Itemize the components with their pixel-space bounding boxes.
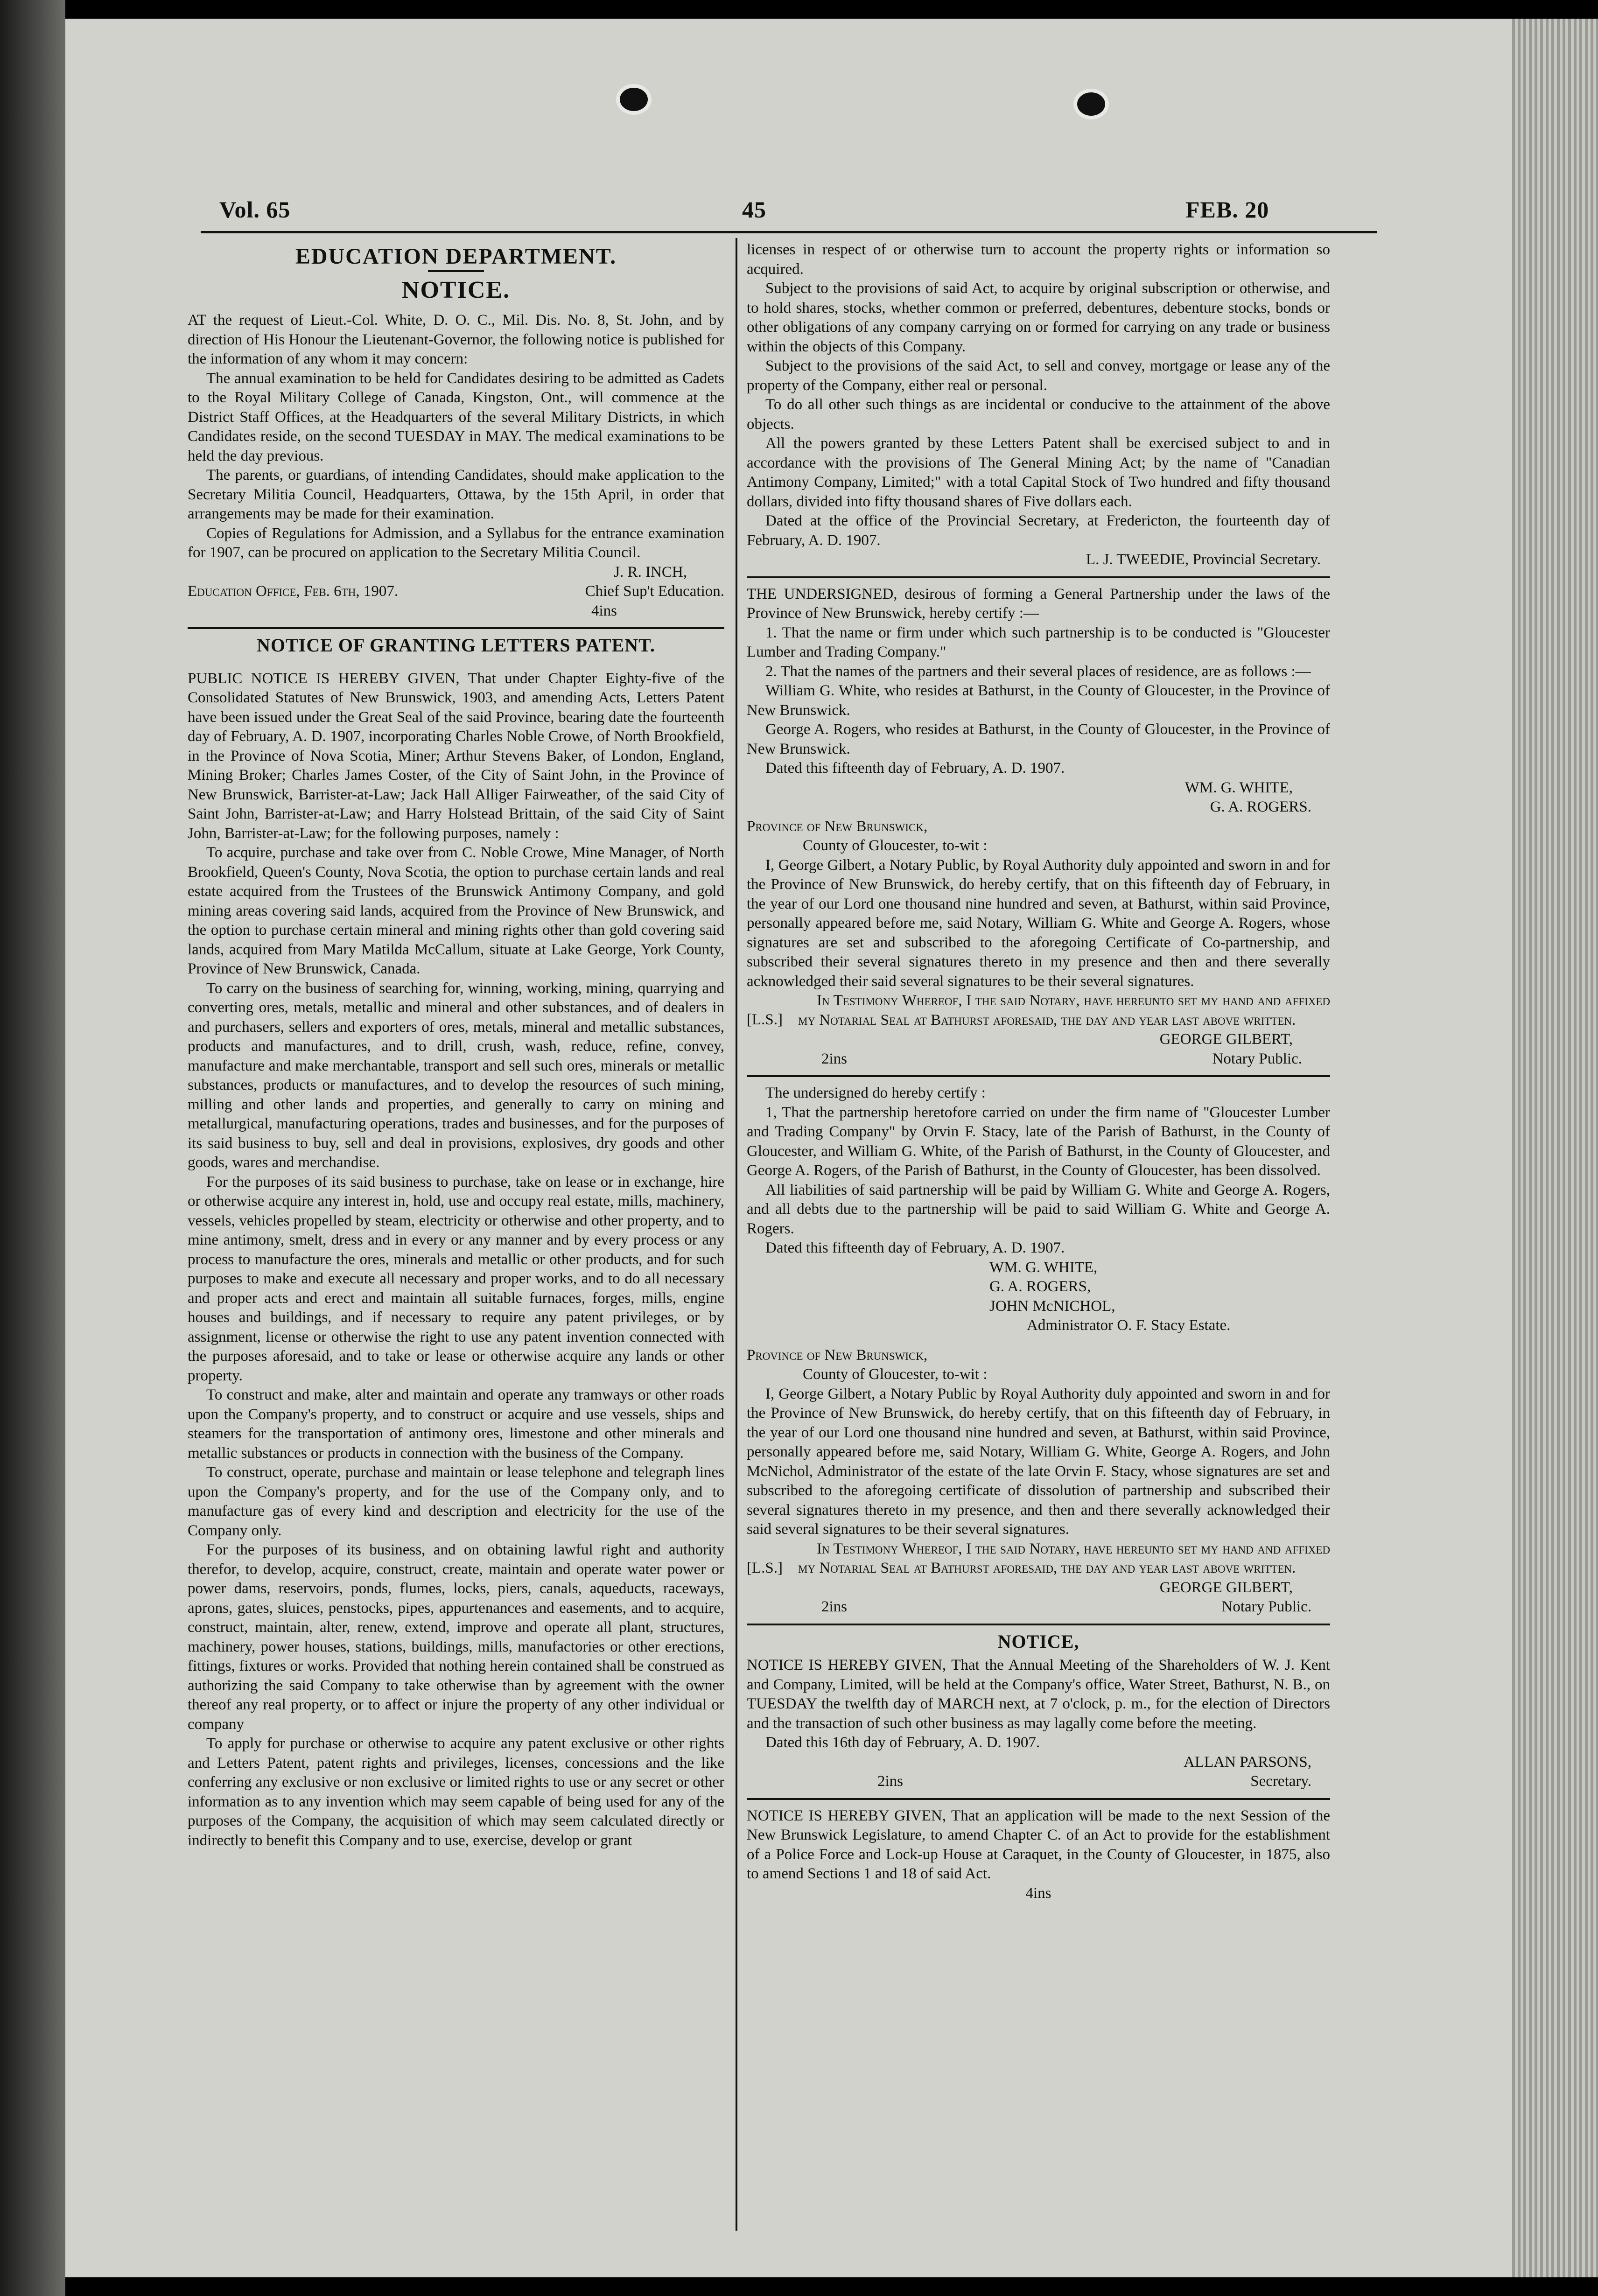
police-insertions: 4ins [1025, 1884, 1051, 1902]
partnership-signature: WM. G. WHITE, [1184, 779, 1293, 796]
education-dept-heading: EDUCATION DEPARTMENT. [295, 244, 617, 269]
section-rule [188, 627, 724, 629]
patent-cont-para: Subject to the provisions of the said Act, to sell and convey, mortgage or lease any of the property of the Company, either real or personal. [747, 357, 1330, 394]
dissolution-signature: JOHN McNICHOL, [989, 1297, 1115, 1315]
patent-para: PUBLIC NOTICE IS HEREBY GIVEN, That under Chapter Eighty-five of the Consolidated Statutes of New Brunswick, 1903, and amending Acts, Letters Patent have been issued under the Great Seal of the said Province, bearing date the fourteenth day of February, A. D. 1907, incorporating Charles Noble Crowe, of North Brookfield, in the Province of Nova Scotia, Miner; Arthur Stevens Baker, of London, England, Mining Broker; Charles James Coster, of the City of Saint John, in the Province of New Brunswick, Barrister-at-Law; Jack Hall Alliger Fairweather, of the said City of Saint John, Barrister-at-Law; and Harry Holstead Brittain, of the said City of Saint John, Barrister-at-Law; for the following purposes, namely : [188, 670, 724, 842]
page-gutter-shadow [0, 0, 65, 2296]
patent-para: To construct, operate, purchase and maintain or lease telephone and telegraph lines upon the Company's property, and for the use of the Company only, and to manufacture gas of every kind and description and electricity for the use of the Company only. [188, 1464, 724, 1539]
patent-para: To construct and make, alter and maintain and operate any tramways or other roads upon the Company's property, and to construct or acquire and use vessels, ships and steamers for the transportation of antimony ores, limestone and other minerals and metallic substances or products in connection with the business of the Company. [188, 1386, 724, 1462]
edu-insertions: 4ins [591, 602, 617, 619]
letters-patent-heading: NOTICE OF GRANTING LETTERS PATENT. [257, 635, 655, 656]
meeting-para: NOTICE IS HEREBY GIVEN, That the Annual Meeting of the Shareholders of W. J. Kent and Company, Limited, will be held at the Company's office, Water Street, Bathurst, N. B., on TUESDAY the twelfth day of MARCH next, at 7 o'clock, p. m., for the election of Directors and the transaction of such other business as may lagally come before the meeting. [747, 1657, 1330, 1732]
partnership-para: 1. That the name or firm under which such partnership is to be conducted is "Gloucester Lumber and Trading Company." [747, 624, 1330, 660]
partnership-para: THE UNDERSIGNED, desirous of forming a General Partnership under the laws of the Province of New Brunswick, hereby certify :— [747, 585, 1330, 622]
patent-para: To acquire, purchase and take over from C. Noble Crowe, Mine Manager, of North Brookfield, Queen's County, Nova Scotia, the option to purchase certain lands and real estate acquired from the Trustees of the Brunswick Antimony Company, and gold mining areas covering said lands, acquired from the Province of New Brunswick, and the option to purchase certain mineral and mining rights other than gold covering said lands, acquired from Mary Matilda McCallum, situate at Lake George, York County, Province of New Brunswick, Canada. [188, 844, 724, 977]
meeting-signer: ALLAN PARSONS, [1184, 1753, 1311, 1771]
notary-para: I, George Gilbert, a Notary Public, by Royal Authority duly appointed and sworn in and for the Province of New Brunswick, do hereby certify, that on this fifteenth day of February, in the year of our Lord one thousand nine hundred and seven, at Bathurst, within said Province, personally appeared before me, said Notary, William G. White and George A. Rogers, whose signatures are set and subscribed to the aforegoing Certificate of Co-partnership, and subscribed their several signatures thereto in my presence and then and there severally acknowledged their said several signatures to be their several signatures. [747, 856, 1330, 990]
county-heading: County of Gloucester, to-wit : [803, 837, 988, 854]
testimony-clause: In Testimony Whereof, I the said Notary, have hereunto set my hand and affixed my Notarial Seal at Bathurst aforesaid, the day and year last above written. [798, 1540, 1330, 1576]
patent-para: To apply for purchase or otherwise to acquire any patent exclusive or other rights and Letters Patent, patent rights and privileges, licenses, concessions and the like conferring any exclusive or non exclusive or limited rights to use or any secret or other information as to any invention which may seem capable of being used for any of the purposes of the Company, the acquisition of which may seem calculated directly or indirectly to benefit this Company and to use, exercise, develop or grant [188, 1735, 724, 1849]
volume-label: Vol. 65 [219, 196, 291, 223]
patent-para: For the purposes of its business, and on obtaining lawful right and authority therefor, to develop, acquire, construct, create, maintain and operate water power or power dams, reservoirs, ponds, flumes, locks, piers, canals, aqueducts, raceways, aprons, gates, sluices, penstocks, pipes, appurtenances and easements, and to acquire, construct, maintain, alter, renew, extend, improve and operate all plant, structures, machinery, power houses, stations, buildings, mills, manufactories or other erections, fittings, fixtures or works. Provided that nothing herein contained shall be construed as authorizing the said Company to take otherwise than by agreement with the owner thereof any real property, or to affect or injure the property of any other individual or company [188, 1541, 724, 1733]
seal-mark: [L.S.] [747, 1559, 783, 1576]
page-stack-edge [1512, 19, 1598, 2277]
police-act-para: NOTICE IS HEREBY GIVEN, That an application will be made to the next Session of the New Brunswick Legislature, to amend Chapter C. of an Act to provide for the establishment of a Police Force and Lock-up House at Caraquet, in the County of Gloucester, in 1875, also to amend Sections 1 and 18 of said Act. [747, 1807, 1330, 1882]
edu-office-date: Education Office, Feb. 6th, 1907. [188, 583, 399, 600]
right-column [747, 240, 1330, 1903]
partnership-para: William G. White, who resides at Bathurst, in the County of Gloucester, in the Province of New Brunswick. [747, 682, 1330, 719]
section-rule [747, 576, 1330, 578]
meeting-insertions: 2ins [877, 1773, 904, 1790]
edu-para: AT the request of Lieut.-Col. White, D. O. C., Mil. Dis. No. 8, St. John, and by direction of His Honour the Lieutenant-Governor, the following notice is published for the information of any whom it may concern: [188, 312, 724, 367]
dissolution-para: All liabilities of said partnership will be paid by William G. White and George A. Rogers, and all debts due to the partnership will be paid to said William G. White and George A. Rogers. [747, 1181, 1330, 1237]
patent-cont-para: Subject to the provisions of said Act, to acquire by original subscription or otherwise, and to hold shares, stocks, whether common or preferred, debentures, debenture stocks, bonds or other obligations of any company carrying on or formed for carrying on any trade or business within the objects of this Company. [747, 280, 1330, 355]
dissolution-signature: G. A. ROGERS, [989, 1278, 1091, 1295]
province-heading: Province of New Brunswick, [747, 818, 928, 835]
meeting-notice-heading: NOTICE, [997, 1631, 1079, 1652]
dissolution-para: 1, That the partnership heretofore carried on under the firm name of "Gloucester Lumber and Trading Company" by Orvin F. Stacy, late of the Parish of Bathurst, in the County of Gloucester, and William G. White, of the Parish of Bathurst, in the County of Gloucester, and George A. Rogers, of the Parish of Bathurst, in the County of Gloucester, has been dissolved. [747, 1104, 1330, 1179]
section-rule [747, 1798, 1330, 1800]
edu-signer-title: Chief Sup't Education. [585, 583, 724, 600]
notary-insertions: 2ins [821, 1050, 848, 1067]
section-rule [747, 1075, 1330, 1077]
notary-name: GEORGE GILBERT, [1159, 1031, 1293, 1048]
dissolution-signature: WM. G. WHITE, [989, 1259, 1098, 1276]
notary-para: I, George Gilbert, a Notary Public by Royal Authority duly appointed and sworn in and for the Province of New Brunswick, do hereby certify, that on this fifteenth day of February, in the year of our Lord one thousand nine hundred and seven, at Bathurst, within said Province, personally appeared before me, said Notary, William G. White, George A. Rogers, and John McNichol, Administrator of the estate of the late Orvin F. Stacy, whose signatures are set and subscribed to the aforegoing certificate of dissolution of partnership and subscribed their several signatures thereto in my presence, and then and there severally acknowledged their said several signatures to be their several signatures. [747, 1385, 1330, 1538]
page-number: 45 [742, 196, 766, 223]
meeting-signer-title: Secretary. [1250, 1773, 1311, 1790]
county-heading: County of Gloucester, to-wit : [803, 1366, 988, 1383]
patent-signer: L. J. TWEEDIE, Provincial Secretary. [1086, 551, 1321, 568]
issue-date: FEB. 20 [1185, 196, 1269, 223]
patent-cont-para: licenses in respect of or otherwise turn to account the property rights or information so acquired. [747, 241, 1330, 278]
edu-signer: J. R. INCH, [614, 563, 687, 581]
patent-para: For the purposes of its said business to purchase, take on lease or in exchange, hire or otherwise acquire any interest in, hold, use and occupy real estate, mills, machinery, vessels, vehicles propelled by steam, electricity or otherwise and other property, and to mine antimony, smelt, dress and in every or any manner and by every process or any process to manufacture the ores, minerals and metallic or other products, and for such purposes to make and execute all necessary and proper works, and to do all necessary and proper acts and erect and maintain all suitable furnaces, forges, mills, engine houses and buildings, and if necessary to require any patent privileges, or by assignment, license or otherwise the right to use any patent invention connected with the purposes aforesaid, and to take or lease or otherwise acquire any lands or other property. [188, 1173, 724, 1384]
patent-cont-para: All the powers granted by these Letters Patent shall be exercised subject to and in accordance with the provisions of The General Mining Act; by the name of "Canadian Antimony Company, Limited;" with a total Capital Stock of Two hundred and fifty thousand dollars, divided into fifty thousand shares of Five dollars each. [747, 435, 1330, 510]
notary-title: Notary Public. [1221, 1598, 1311, 1615]
dissolution-signature: Administrator O. F. Stacy Estate. [1027, 1317, 1231, 1334]
partnership-para: George A. Rogers, who resides at Bathurst, in the County of Gloucester, in the Province of New Brunswick. [747, 721, 1330, 757]
patent-para: To carry on the business of searching for, winning, working, mining, quarrying and converting ores, metals, metallic and mineral and other substances, and of dealers in and purchasers, sellers and exporters of ores, metals, mineral and metallic substances, products and manufactures, and to drill, crush, wash, reduce, refine, convey, manufacture and make merchantable, transport and sell such ores, minerals or metallic substances, products or manufactures, and to develop the resources of such mining, milling and other lands and properties, and generally to carry on mining and metallurgical, manufacturing operations, trades and businesses, and for the purposes of its said business to buy, sell and deal in provisions, explosives, dry goods and other goods, wares and merchandise. [188, 980, 724, 1171]
notary-insertions: 2ins [821, 1598, 848, 1615]
column-divider [736, 238, 737, 2231]
patent-cont-para: Dated at the office of the Provincial Secretary, at Fredericton, the fourteenth day of February, A. D. 1907. [747, 512, 1330, 549]
binder-hole-right [1073, 89, 1109, 119]
partnership-para: Dated this fifteenth day of February, A. D. 1907. [765, 760, 1065, 777]
binder-hole-left [616, 84, 652, 115]
meeting-date: Dated this 16th day of February, A. D. 1907. [765, 1734, 1040, 1751]
heading-rule [428, 270, 484, 272]
left-column [188, 240, 724, 1850]
notary-name: GEORGE GILBERT, [1159, 1579, 1293, 1596]
partnership-para: 2. That the names of the partners and their several places of residence, are as follows :— [765, 663, 1311, 680]
partnership-signature: G. A. ROGERS. [1210, 798, 1311, 815]
section-rule [747, 1624, 1330, 1625]
dissolution-para: Dated this fifteenth day of February, A. D. 1907. [765, 1239, 1065, 1256]
edu-para: The parents, or guardians, of intending Candidates, should make application to the Secretary Militia Council, Headquarters, Ottawa, by the 15th April, in order that arrangements may be made for their examination. [188, 467, 724, 522]
education-notice-heading: NOTICE. [401, 276, 511, 303]
header-rule [201, 231, 1377, 233]
dissolution-para: The undersigned do hereby certify : [765, 1085, 986, 1101]
seal-mark: [L.S.] [747, 1011, 783, 1028]
notary-title: Notary Public. [1212, 1050, 1302, 1067]
edu-para: The annual examination to be held for Candidates desiring to be admitted as Cadets to the Royal Military College of Canada, Kingston, Ont., will commence at the District Staff Offices, at the Headquarters of the several Military Districts, in which Candidates reside, on the second TUESDAY in MAY. The medical examinations to be held the day previous. [188, 370, 724, 464]
patent-cont-para: To do all other such things as are incidental or conducive to the attainment of the above objects. [747, 396, 1330, 433]
gazette-page [65, 19, 1512, 2277]
province-heading: Province of New Brunswick, [747, 1346, 928, 1364]
edu-para: Copies of Regulations for Admission, and a Syllabus for the entrance examination for 1907, can be procured on application to the Secretary Militia Council. [188, 525, 724, 561]
testimony-clause: In Testimony Whereof, I the said Notary, have hereunto set my hand and affixed my Notarial Seal at Bathurst aforesaid, the day and year last above written. [798, 992, 1330, 1029]
